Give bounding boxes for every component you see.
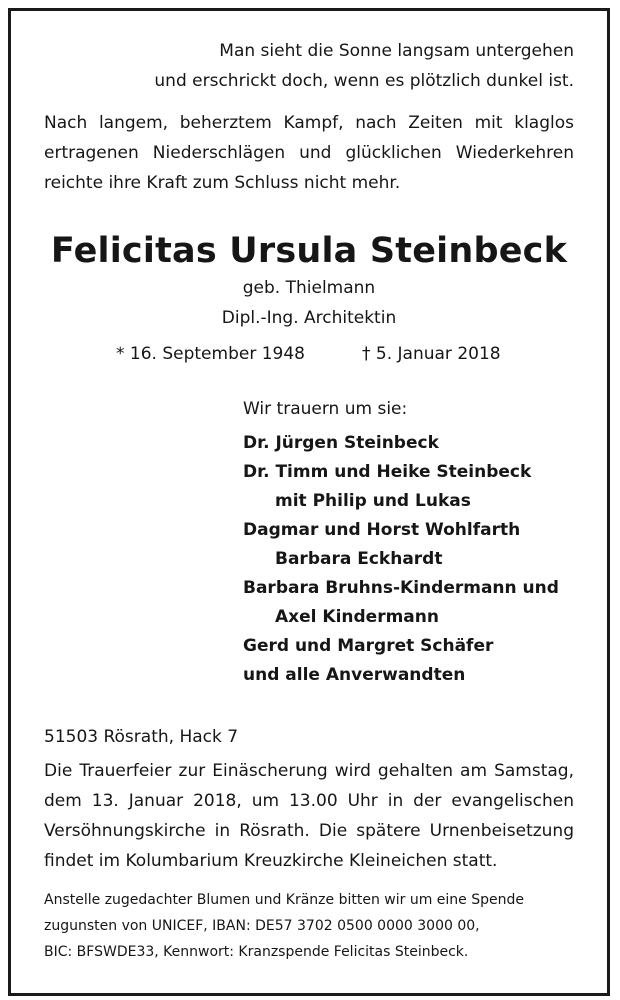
obituary-notice (8, 8, 610, 996)
intro-line: ertragenen Niederschlägen und glücklichen Wiederkehren (44, 143, 574, 163)
mourner-name: Dr. Timm und Heike Steinbeck (243, 462, 532, 482)
mourner-name: Dr. Jürgen Steinbeck (243, 433, 439, 453)
ceremony-line: dem 13. Januar 2018, um 13.00 Uhr in der evangelischen (44, 791, 574, 811)
family-address: 51503 Rösrath, Hack 7 (44, 727, 239, 747)
quote-line: und erschrickt doch, wenn es plötzlich dunkel ist. (154, 71, 574, 91)
ceremony-line: Die Trauerfeier zur Einäscherung wird gehalten am Samstag, (44, 761, 574, 781)
death-date: † 5. Januar 2018 (362, 344, 501, 364)
mourner-name: Dagmar und Horst Wohlfarth (243, 520, 521, 540)
donation-line: Anstelle zugedachter Blumen und Kränze bitten wir um eine Spende (44, 892, 524, 908)
mourner-name: mit Philip und Lukas (275, 491, 471, 511)
quote-poem (154, 36, 574, 96)
mourner-name: Barbara Eckhardt (275, 549, 443, 569)
donation-line: zugunsten von UNICEF, IBAN: DE57 3702 0500 0000 3000 00, (44, 918, 480, 934)
mourners-heading: Wir trauern um sie: (243, 399, 408, 419)
ceremony-line: Versöhnungskirche in Rösrath. Die spätere Urnenbeisetzung (44, 821, 574, 841)
intro-line: reichte ihre Kraft zum Schluss nicht mehr. (44, 173, 401, 193)
mourner-name: Gerd und Margret Schäfer (243, 636, 494, 656)
mourners-list (243, 429, 559, 690)
birth-name: geb. Thielmann (242, 278, 376, 298)
ceremony-line: findet im Kolumbarium Kreuzkirche Kleineichen statt. (44, 851, 498, 871)
mourner-name: Axel Kindermann (275, 607, 439, 627)
mourner-name: und alle Anverwandten (243, 665, 466, 685)
donation-line: BIC: BFSWDE33, Kennwort: Kranzspende Felicitas Steinbeck. (44, 944, 469, 960)
intro-line: Nach langem, beherztem Kampf, nach Zeiten mit klaglos (44, 113, 574, 133)
deceased-name: Felicitas Ursula Steinbeck (50, 231, 568, 271)
mourner-name: Barbara Bruhns-Kindermann und (243, 578, 559, 598)
birth-date: * 16. September 1948 (116, 344, 305, 364)
quote-line: Man sieht die Sonne langsam untergehen (219, 41, 574, 61)
profession-title: Dipl.-Ing. Architektin (221, 308, 397, 328)
